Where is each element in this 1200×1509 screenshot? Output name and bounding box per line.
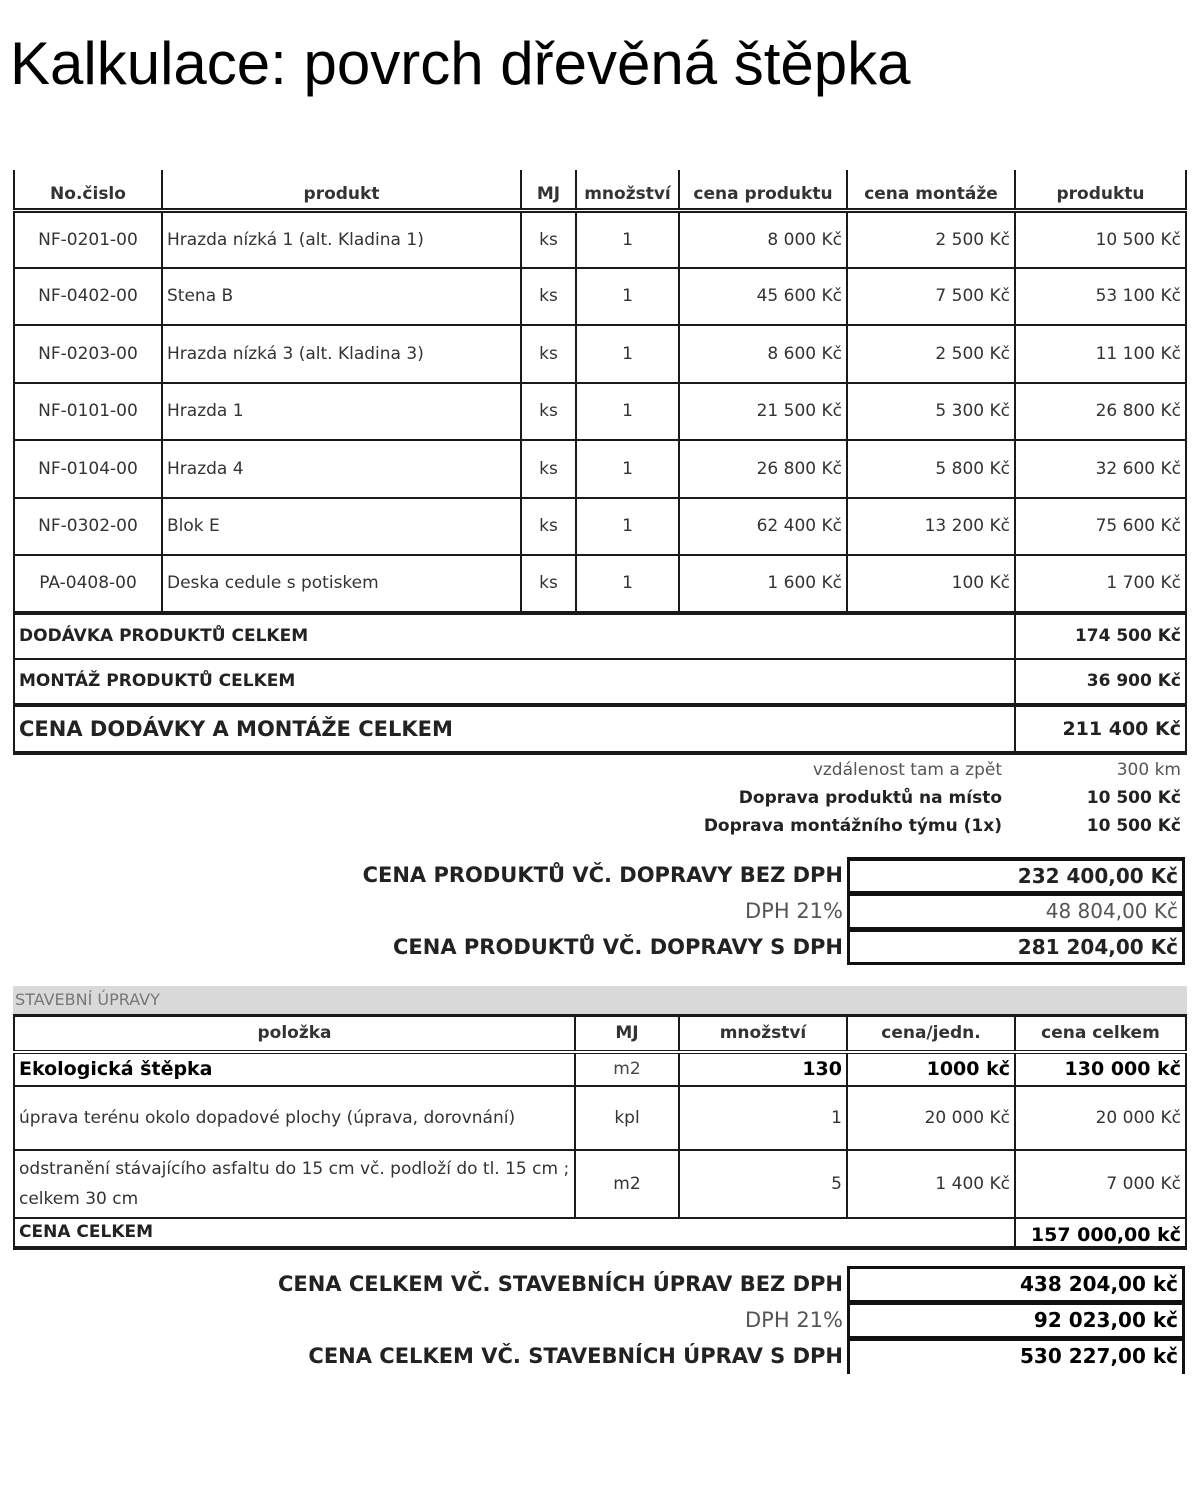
grand-totals-block (0, 1266, 1185, 1374)
header-code: No.čislo (14, 170, 162, 210)
header-qty: množství (576, 170, 679, 210)
transport-team-row (600, 812, 1185, 840)
transport-value: 10 500 Kč (1086, 816, 1181, 836)
summary-row-install (14, 659, 1186, 705)
price-install-cell: 2 500 Kč (847, 325, 1015, 383)
total-label: CENA CELKEM VČ. STAVEBNÍCH ÚPRAV BEZ DPH (277, 1272, 843, 1296)
header-qty: množství (679, 1016, 847, 1052)
price-product-cell: 62 400 Kč (679, 498, 847, 556)
vat-value: 92 023,00 kč (847, 1302, 1185, 1338)
transport-products-row (600, 784, 1185, 812)
price-product-cell: 26 800 Kč (679, 440, 847, 498)
product-row (14, 383, 1186, 441)
qty-cell: 1 (679, 1086, 847, 1150)
total-value: 281 204,00 Kč (847, 929, 1185, 965)
total-cell: 53 100 Kč (1015, 268, 1186, 326)
total-value: 232 400,00 Kč (847, 857, 1185, 893)
section-title-construction: STAVEBNÍ ÚPRAVY (13, 986, 1187, 1014)
qty-cell: 1 (576, 555, 679, 613)
price-install-cell: 5 800 Kč (847, 440, 1015, 498)
header-total: cena celkem (1015, 1016, 1186, 1052)
construction-table (13, 1014, 1187, 1250)
construction-total-row (14, 1218, 1186, 1248)
price-install-cell: 7 500 Kč (847, 268, 1015, 326)
qty-cell: 1 (576, 210, 679, 268)
summary-row-total (14, 705, 1186, 753)
product-row (14, 268, 1186, 326)
price-product-cell: 1 600 Kč (679, 555, 847, 613)
total-label: CENA CELKEM VČ. STAVEBNÍCH ÚPRAV S DPH (308, 1344, 843, 1368)
price-product-cell: 45 600 Kč (679, 268, 847, 326)
summary-value: 211 400 Kč (1015, 705, 1186, 753)
total-without-vat-row (0, 857, 1185, 893)
unit-cell: ks (521, 498, 576, 556)
grand-vat-row (0, 1302, 1185, 1338)
total-cell: 75 600 Kč (1015, 498, 1186, 556)
header-product: produkt (162, 170, 521, 210)
transport-label: vzdálenost tam a zpět (812, 760, 1002, 780)
qty-cell: 1 (576, 268, 679, 326)
price-product-cell: 21 500 Kč (679, 383, 847, 441)
construction-total-value: 157 000,00 kč (1015, 1218, 1186, 1248)
code-cell: NF-0302-00 (14, 498, 162, 556)
total-cell: 1 700 Kč (1015, 555, 1186, 613)
product-row (14, 555, 1186, 613)
summary-label: CENA DODÁVKY A MONTÁŽE CELKEM (14, 705, 1015, 753)
grand-total-with-vat-row (0, 1338, 1185, 1374)
summary-value: 174 500 Kč (1015, 613, 1186, 659)
vat-label: DPH 21% (745, 899, 843, 923)
total-cell: 130 000 kč (1015, 1052, 1186, 1086)
header-total: produktu (1015, 170, 1186, 210)
transport-value: 10 500 Kč (1086, 788, 1181, 808)
code-cell: NF-0101-00 (14, 383, 162, 441)
header-unit: MJ (575, 1016, 679, 1052)
construction-total-label: CENA CELKEM (14, 1218, 1015, 1248)
grand-total-without-vat-row (0, 1266, 1185, 1302)
item-cell: Ekologická štěpka (14, 1052, 575, 1086)
transport-value: 300 km (1116, 760, 1181, 780)
construction-row (14, 1052, 1186, 1086)
construction-row (14, 1150, 1186, 1218)
unit-price-cell: 20 000 Kč (847, 1086, 1015, 1150)
code-cell: NF-0402-00 (14, 268, 162, 326)
code-cell: PA-0408-00 (14, 555, 162, 613)
construction-row (14, 1086, 1186, 1150)
product-row (14, 210, 1186, 268)
header-unit: MJ (521, 170, 576, 210)
unit-cell: m2 (575, 1052, 679, 1086)
product-row (14, 325, 1186, 383)
price-product-cell: 8 000 Kč (679, 210, 847, 268)
qty-cell: 5 (679, 1150, 847, 1218)
transport-label: Doprava montážního týmu (1x) (703, 816, 1002, 836)
summary-row-delivery (14, 613, 1186, 659)
product-row (14, 498, 1186, 556)
product-cell: Hrazda nízká 3 (alt. Kladina 3) (162, 325, 521, 383)
qty-cell: 1 (576, 498, 679, 556)
vat-value: 48 804,00 Kč (847, 893, 1185, 929)
header-price-product: cena produktu (679, 170, 847, 210)
unit-price-cell: 1 400 Kč (847, 1150, 1015, 1218)
code-cell: NF-0203-00 (14, 325, 162, 383)
unit-cell: ks (521, 268, 576, 326)
product-cell: Hrazda 4 (162, 440, 521, 498)
total-with-vat-row (0, 929, 1185, 965)
unit-cell: ks (521, 383, 576, 441)
unit-cell: ks (521, 440, 576, 498)
price-install-cell: 13 200 Kč (847, 498, 1015, 556)
transport-block (600, 756, 1185, 840)
unit-price-cell: 1000 kč (847, 1052, 1015, 1086)
total-cell: 32 600 Kč (1015, 440, 1186, 498)
products-table (13, 170, 1187, 755)
product-cell: Stena B (162, 268, 521, 326)
price-product-cell: 8 600 Kč (679, 325, 847, 383)
qty-cell: 1 (576, 325, 679, 383)
total-cell: 10 500 Kč (1015, 210, 1186, 268)
qty-cell: 130 (679, 1052, 847, 1086)
summary-label: MONTÁŽ PRODUKTŮ CELKEM (14, 659, 1015, 705)
product-cell: Hrazda 1 (162, 383, 521, 441)
product-cell: Blok E (162, 498, 521, 556)
price-install-cell: 100 Kč (847, 555, 1015, 613)
product-cell: Deska cedule s potiskem (162, 555, 521, 613)
total-value: 438 204,00 kč (847, 1266, 1185, 1302)
code-cell: NF-0201-00 (14, 210, 162, 268)
transport-distance-row (600, 756, 1185, 784)
total-cell: 26 800 Kč (1015, 383, 1186, 441)
price-install-cell: 2 500 Kč (847, 210, 1015, 268)
total-value: 530 227,00 kč (847, 1338, 1185, 1374)
vat-label: DPH 21% (745, 1308, 843, 1332)
unit-cell: ks (521, 325, 576, 383)
header-unit-price: cena/jedn. (847, 1016, 1015, 1052)
construction-table-header (14, 1016, 1186, 1052)
unit-cell: ks (521, 555, 576, 613)
unit-cell: kpl (575, 1086, 679, 1150)
page-title: Kalkulace: povrch dřevěná štěpka (10, 30, 911, 97)
transport-label: Doprava produktů na místo (738, 788, 1002, 808)
summary-value: 36 900 Kč (1015, 659, 1186, 705)
price-install-cell: 5 300 Kč (847, 383, 1015, 441)
total-cell: 7 000 Kč (1015, 1150, 1186, 1218)
summary-label: DODÁVKA PRODUKTŮ CELKEM (14, 613, 1015, 659)
header-price-install: cena montáže (847, 170, 1015, 210)
unit-cell: m2 (575, 1150, 679, 1218)
products-totals-block (0, 857, 1185, 965)
product-cell: Hrazda nízká 1 (alt. Kladina 1) (162, 210, 521, 268)
total-cell: 11 100 Kč (1015, 325, 1186, 383)
total-cell: 20 000 Kč (1015, 1086, 1186, 1150)
total-label: CENA PRODUKTŮ VČ. DOPRAVY BEZ DPH (362, 863, 843, 887)
qty-cell: 1 (576, 440, 679, 498)
unit-cell: ks (521, 210, 576, 268)
products-table-header (14, 170, 1186, 210)
vat-row (0, 893, 1185, 929)
header-item: položka (14, 1016, 575, 1052)
product-row (14, 440, 1186, 498)
item-cell: úprava terénu okolo dopadové plochy (úprava, dorovnání) (14, 1086, 575, 1150)
item-cell: odstranění stávajícího asfaltu do 15 cm vč. podloží do tl. 15 cm ; celkem 30 cm (14, 1150, 575, 1218)
total-label: CENA PRODUKTŮ VČ. DOPRAVY S DPH (393, 935, 843, 959)
qty-cell: 1 (576, 383, 679, 441)
code-cell: NF-0104-00 (14, 440, 162, 498)
